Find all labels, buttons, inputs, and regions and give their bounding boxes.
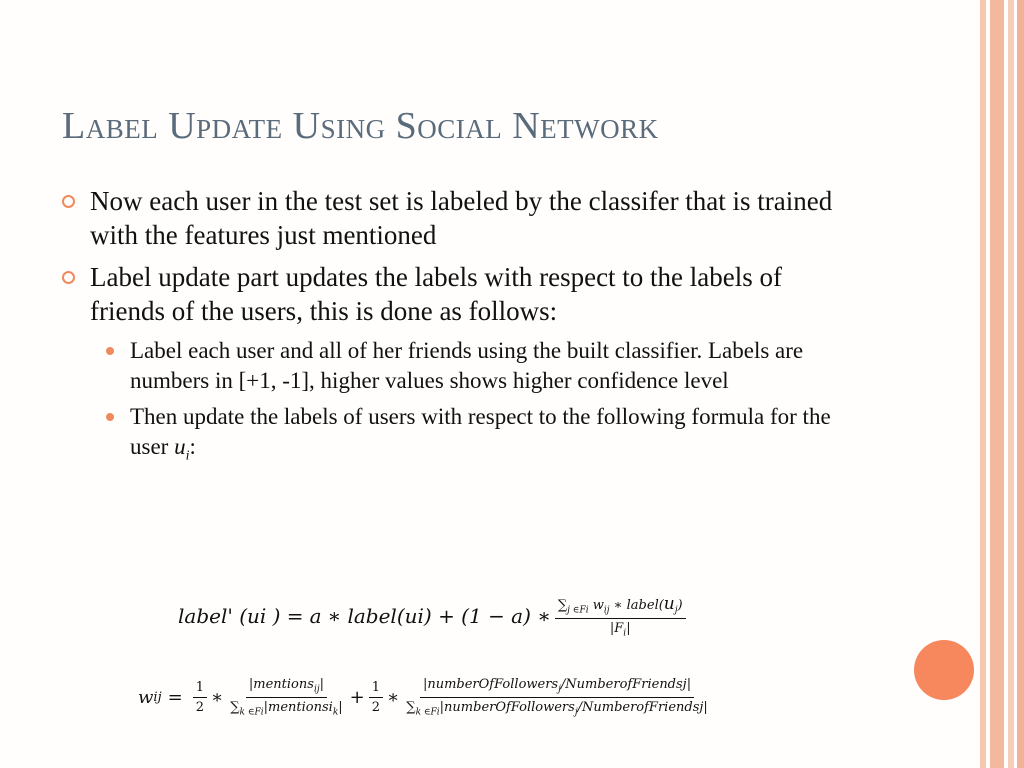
fraction: $\frac{1}{2}$ [193, 680, 207, 715]
bullet-ring-icon [62, 195, 75, 208]
bullet-list [60, 184, 860, 478]
stripe [980, 0, 986, 768]
bullet-text: Label update part updates the labels with respect to the labels of friends of the users, this is done as follows: [90, 262, 783, 326]
sub-list-item [60, 336, 860, 396]
stripe [990, 0, 1004, 768]
fraction: $\frac{|mentions_{ij}|}{\sum_{k \in Fi}|mentionsi_k|}$ [230, 676, 343, 718]
list-item [60, 184, 860, 252]
bullet-ring-icon [62, 271, 75, 284]
sub-bullet-text: Label each user and all of her friends using the built classifier. Labels are numbers in [+1, -1], higher values shows higher confidence level [130, 338, 804, 393]
fraction: $\frac{1}{2}$ [369, 680, 383, 715]
sub-list-item: Then update the labels of users with respect to the following formula for the user $u_i$: [60, 402, 860, 472]
slide-title: Label Update Using Social Network [62, 105, 659, 147]
sub-bullet-text: Then update the labels of users with respect to the following formula for the user [130, 404, 831, 459]
user-variable: $u_i$ [174, 434, 190, 464]
label-update-formula: label' (ui ) = a ∗ label(ui) + (1 − a) ∗ $\frac{\sum_{j \in Fi} w_{ij} ∗ label(u_j)}{|F_i|}$ [178, 588, 690, 644]
fraction: $\frac{\sum_{j \in Fi} w_{ij} ∗ label(u_j)}{|F_i|}$ [555, 594, 686, 638]
weight-formula: w ij = $\frac{1}{2}$ ∗ $\frac{|mentions_{ij}|}{\sum_{k \in Fi}|mentionsi_k|}$ + $\frac{1}{2}$ ∗ $\frac{|numberOfFollowers_j/NumberofFriendsj|}{\sum_{k \in Fi}|numberOfFollowers_j/NumberofFriendsj|}$ [138, 673, 715, 721]
decorative-circle [914, 640, 974, 700]
bullet-text: Now each user in the test set is labeled by the classifer that is trained with the features just mentioned [90, 186, 833, 250]
fraction: $\frac{|numberOfFollowers_j/NumberofFriendsj|}{\sum_{k \in Fi}|numberOfFollowers_j/NumberofFriendsj|}$ [406, 676, 708, 718]
list-item [60, 260, 860, 328]
stripe [1008, 0, 1014, 768]
bullet-dot-icon [106, 347, 114, 355]
decorative-stripes [980, 0, 1024, 768]
bullet-dot-icon [106, 413, 114, 421]
stripe [1017, 0, 1024, 768]
